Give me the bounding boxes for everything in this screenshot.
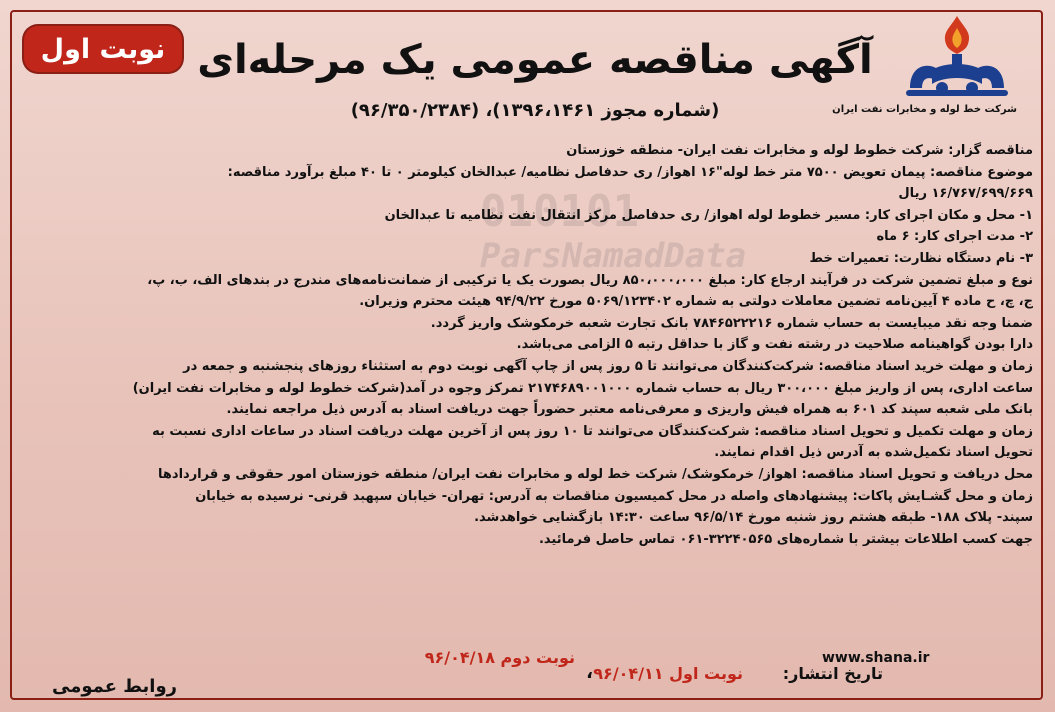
publish-date-label: تاریخ انتشار: [782, 664, 883, 683]
tender-body [22, 140, 1033, 550]
body-line: نوع و مبلغ تضمین شرکت در فرآیند ارجاع کار: مبلغ ۸۵۰،۰۰۰،۰۰۰ ریال بصورت یک یا ترکیبی از ضمانت‌نامه‌های مندرج در بندهای الف، ب، پ، [147, 272, 1033, 288]
body-line: زمان و مهلت خرید اسناد مناقصه: شرکت‌کنندگان می‌توانند تا ۵ روز پس از چاپ آگهی نوبت دوم به استثناء روزهای پنجشنبه و جمعه در [183, 358, 1033, 374]
body-line: دارا بودن گواهینامه صلاحیت در رشته نفت و گاز با حداقل رتبه ۵ الزامی می‌باشد. [516, 337, 1033, 353]
body-line: مناقصه گزار: شرکت خطوط لوله و مخابرات نفت ایران- منطقه خوزستان [566, 143, 1033, 158]
website-link[interactable]: www.shana.ir [822, 650, 930, 666]
body-line: ۲- مدت اجرای کار: ۶ ماه [876, 229, 1033, 245]
page-title: آگهی مناقصه عمومی یک مرحله‌ای [197, 37, 873, 83]
footer [22, 648, 1033, 698]
logo-caption: شرکت خط لوله و مخابرات نفت ایران [832, 104, 1017, 115]
first-round-date: نوبت اول ۹۶/۰۴/۱۱ [593, 664, 743, 683]
body-line: زمان و مهلت تکمیل و تحویل اسناد مناقصه: شرکت‌کنندگان می‌توانند تا ۱۰ روز پس از آخرین مهلت دریافت اسناد در ساعات اداری نسبت به [152, 423, 1033, 439]
body-line: ج، چ، ح ماده ۴ آیین‌نامه تضمین معاملات دولتی به شماره ۵۰۶۹/۱۲۳۴۰۲ مورخ ۹۴/۹/۲۲ هیئت محترم وزیران. [359, 294, 1033, 310]
body-line: زمان و محل گشـایش پاکات: پیشنهادهای واصله در محل کمیسیون مناقصات به آدرس: تهران- خیابان سپهبد قرنی- نرسیده به خیابان [195, 488, 1033, 504]
public-relations-signature: روابط عمومی [52, 676, 178, 697]
watermark: 010101 ParsNamadData [480, 186, 747, 276]
body-line: جهت کسب اطلاعات بیشتر با شماره‌های ۳۲۲۴۰۵۶۵-۰۶۱ تماس حاصل فرمائید. [538, 531, 1033, 547]
body-line: موضوع مناقصه: پیمان تعویض ۷۵۰۰ متر خط لوله"۱۶ اهواز/ ری حدفاصل نظامیه/ عبدالخان کیلومتر ۰ تا ۴۰ مبلغ برآورد مناقصه: [227, 164, 1033, 180]
body-line: ساعت اداری، پس از واریز مبلغ ۳۰۰،۰۰۰ ریال به حساب شماره ۲۱۷۴۶۸۹۰۰۱۰۰۰ تمرکز وجوه در آمد(شرکت خطوط لوله و مخابرات نفت ایران) [132, 380, 1033, 396]
body-line: محل دریافت و تحویل اسناد مناقصه: اهواز/ خرمکوشک/ شرکت خط لوله و مخابرات نفت ایران/ منطقه خوزستان امور حقوقی و قراردادها [158, 466, 1033, 482]
second-round-date: نوبت دوم ۹۶/۰۴/۱۸ [424, 648, 575, 667]
body-line: تحویل اسناد تکمیل‌شده به آدرس ذیل اقدام نمایند. [714, 445, 1033, 461]
date-separator: ، [586, 662, 593, 683]
body-line: ضمنا وجه نقد میبایست به حساب شماره ۷۸۴۶۵۲۲۲۱۶ بانک تجارت شعبه خرمکوشک واریز گردد. [430, 315, 1033, 331]
body-line: ۱۶/۷۶۷/۶۹۹/۶۶۹ ریال [898, 186, 1033, 202]
flame-logo-icon [902, 10, 1012, 98]
body-line: ۳- نام دستگاه نظارت: تعمیرات خط [809, 250, 1033, 266]
body-line: بانک ملی شعبه سپند کد ۶۰۱ به همراه فیش واریزی و معرفی‌نامه معتبر حضوراً جهت دریافت اسناد به آدرس ذیل مراجعه نمایند. [226, 402, 1033, 418]
company-logo [832, 10, 1017, 118]
body-line: سپند- پلاک ۱۸۸- طبقه هشتم روز شنبه مورخ ۹۶/۵/۱۴ ساعت ۱۴:۳۰ بازگشایی خواهدشد. [474, 510, 1033, 526]
permit-number: (شماره مجوز ۱۳۹۶،۱۴۶۱)، (۹۶/۳۵۰/۲۳۸۴) [350, 100, 720, 121]
first-round-badge: نوبت اول [24, 26, 182, 72]
body-line: ۱- محل و مکان اجرای کار: مسیر خطوط لوله اهواز/ ری حدفاصل مرکز انتقال نفت نظامیه تا عبدالخان [384, 207, 1033, 223]
